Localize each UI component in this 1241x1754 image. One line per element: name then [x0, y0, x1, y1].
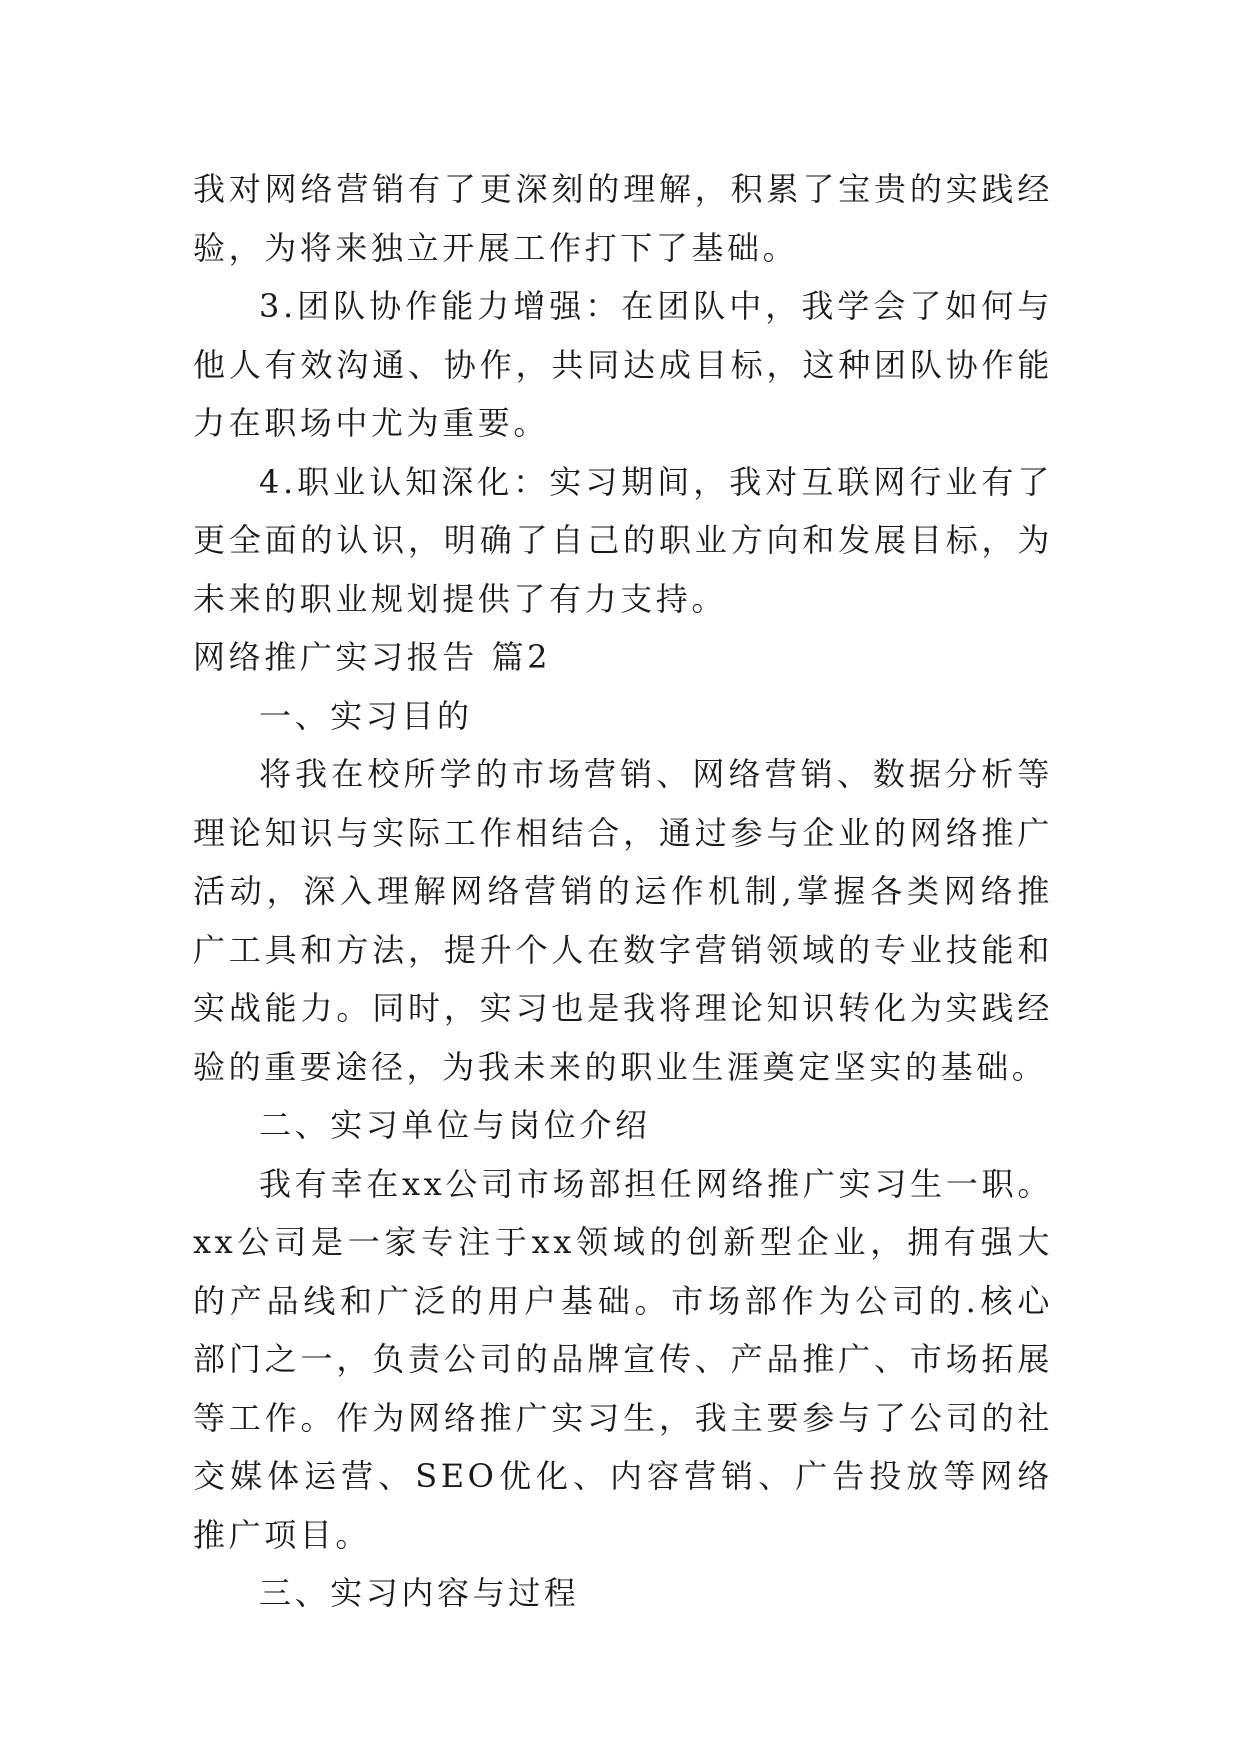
paragraph-teamwork: 3.团队协作能力增强：在团队中，我学会了如何与他人有效沟通、协作，共同达成目标，这种团队协作能力在职场中尤为重要。: [193, 287, 1053, 442]
document-body: [193, 160, 1053, 1623]
section-heading-content: 三、实习内容与过程: [259, 1574, 580, 1612]
paragraph-continuation: 我对网络营销有了更深刻的理解，积累了宝贵的实践经验，为将来独立开展工作打下了基础。: [193, 170, 1053, 267]
paragraph-career-awareness: 4.职业认知深化：实习期间，我对互联网行业有了更全面的认识，明确了自己的职业方向和发展目标，为未来的职业规划提供了有力支持。: [193, 462, 1053, 618]
section-title: 网络推广实习报告 篇2: [193, 638, 552, 676]
section-heading-purpose: 一、实习目的: [259, 696, 473, 735]
paragraph-purpose: 将我在校所学的市场营销、网络营销、数据分析等理论知识与实际工作相结合，通过参与企业的网络推广活动，深入理解网络营销的运作机制,掌握各类网络推广工具和方法，提升个人在数字营销领域的专业技能和实战能力。同时，实习也是我将理论知识转化为实践经验的重要途径，为我未来的职业生涯奠定坚实的基础。: [193, 755, 1053, 1086]
paragraph-company: 我有幸在xx公司市场部担任网络推广实习生一职。xx公司是一家专注于xx领域的创新型企业，拥有强大的产品线和广泛的用户基础。市场部作为公司的.核心部门之一，负责公司的品牌宣传、产品推广、市场拓展等工作。作为网络推广实习生，我主要参与了公司的社交媒体运营、SEO优化、内容营销、广告投放等网络推广项目。: [193, 1164, 1053, 1554]
section-heading-company: 二、实习单位与岗位介绍: [259, 1106, 651, 1144]
